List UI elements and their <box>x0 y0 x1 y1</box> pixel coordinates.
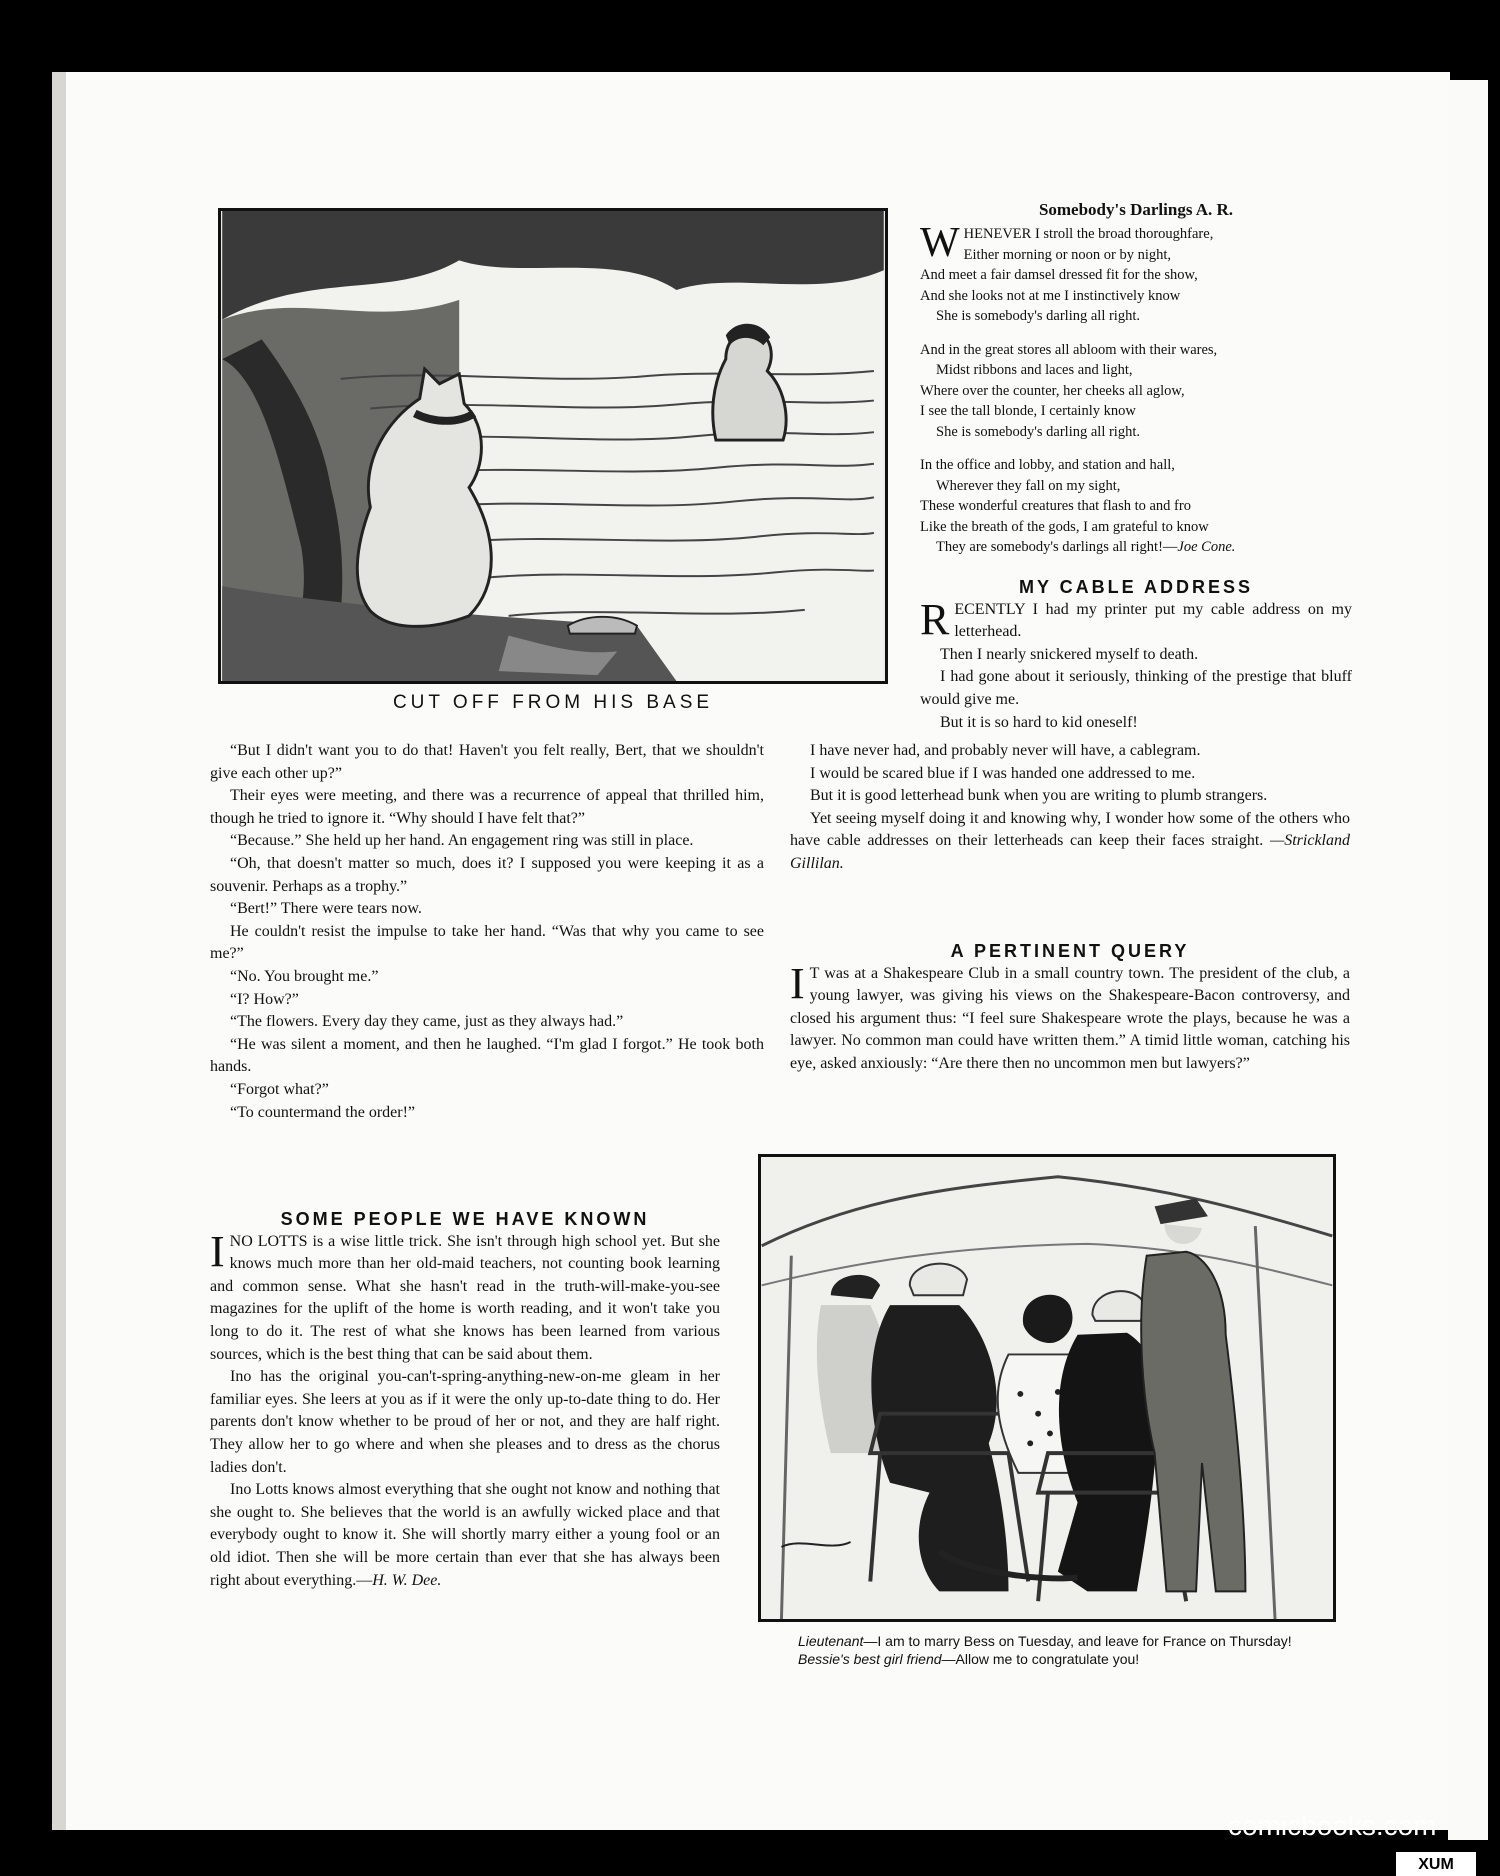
poem-title: Somebody's Darlings A. R. <box>1038 200 1234 219</box>
poem-line <box>920 537 1352 558</box>
poem-line: Midst ribbons and laces and light, <box>936 362 1133 378</box>
article-my-cable-address-continued <box>790 740 1350 876</box>
poem-stanza <box>920 340 1352 443</box>
paragraph: “Bert!” There were tears now. <box>230 900 422 918</box>
speaker-lieutenant: Lieutenant <box>798 1633 864 1649</box>
paragraph: I would be scared blue if I was handed one addressed to me. <box>810 764 1196 782</box>
paragraph: He couldn't resist the impulse to take her hand. “Was that why you came to see me?” <box>210 922 764 963</box>
article-my-cable-address <box>920 576 1352 734</box>
section-title: MY CABLE ADDRESS <box>1018 577 1254 597</box>
paragraph: “But I didn't want you to do that! Haven't you felt really, Bert, that we shouldn't give each other up?” <box>210 742 764 782</box>
poem-line: HENEVER I stroll the broad thoroughfare, <box>963 226 1214 242</box>
paragraph: INO LOTTS is a wise little trick. She isn't through high school yet. But she knows much more than her old-maid teachers, not counting book learning and common sense. What she hasn't read in the truth-will-make-you-see magazines for the uplift of the home is worth reading, and it won't take you long to do it. The rest of what she knows has been learned from various sources, which is the best thing that can be said about them. <box>210 1226 720 1363</box>
author-credit: —Strickland Gillilan. <box>790 832 1350 872</box>
paragraph: “No. You brought me.” <box>230 967 379 985</box>
paragraph: Yet seeing myself doing it and knowing why, I wonder how some of the others who have cable addresses on their letterheads can keep their faces straight. —Strickland Gillilan. <box>790 809 1350 872</box>
poem-line: And she looks not at me I instinctively know <box>920 287 1181 304</box>
poem-line: I see the tall blonde, I certainly know <box>920 403 1136 419</box>
poem-line: And meet a fair damsel dressed fit for the show, <box>920 267 1198 283</box>
caption-line-1: Lieutenant—I am to marry Bess on Tuesday, and leave for France on Thursday! <box>798 1633 1292 1649</box>
poem-line: These wonderful creatures that flash to and fro <box>920 498 1191 514</box>
paragraph: “I? How?” <box>230 990 299 1008</box>
poem-line: She is somebody's darling all right. <box>936 308 1140 324</box>
poem-credit: Joe Cone. <box>1177 539 1236 555</box>
drop-cap: W <box>920 220 960 266</box>
poem-line-text: They are somebody's darlings all right!— <box>936 539 1178 555</box>
poem-stanza <box>920 455 1352 558</box>
paragraph: “Oh, that doesn't matter so much, does it? I supposed you were keeping it as a souvenir. Perhaps as a trophy.” <box>210 854 764 895</box>
corner-tag: XUM <box>1396 1852 1476 1876</box>
poem-line: Like the breath of the gods, I am grateful to know <box>920 518 1209 535</box>
caption-line-2: Bessie's best girl friend—Allow me to congratulate you! <box>798 1651 1140 1667</box>
paragraph: I T was at a Shakespeare Club in a small country town. The president of the club, a young lawyer, was giving his views on the Shakespeare-Bacon controversy, and closed his argument thus: “I feel sure Shakespeare wrote the plays, because he was a lawyer. No common man could have written them.” A timid little woman, catching his eye, asked anxiously: “Are there then no uncommon men but lawyers?” <box>790 958 1350 1072</box>
poem-line: Where over the counter, her cheeks all aglow, <box>920 382 1185 399</box>
section-title: A PERTINENT QUERY <box>950 941 1190 961</box>
tent-drawing <box>761 1157 1333 1619</box>
poem-somebodys-darlings <box>920 200 1352 571</box>
paragraph: “The flowers. Every day they came, just as they always had.” <box>230 1013 624 1031</box>
cartoon-caption-dialogue <box>778 1632 1338 1668</box>
paragraph: “He was silent a moment, and then he laughed. “I'm glad I forgot.” He took both hands. <box>210 1035 764 1076</box>
author-credit: H. W. Dee. <box>372 1571 442 1589</box>
section-title: SOME PEOPLE WE HAVE KNOWN <box>280 1209 650 1229</box>
paragraph: Their eyes were meeting, and there was a recurrence of appeal that thrilled him, though he tried to ignore it. “Why should I have felt that?” <box>210 787 764 827</box>
paragraph: Ino has the original you-can't-spring-anything-new-on-me gleam in her familiar eyes. She leers at you as if it were the only up-to-date thing to do. Her parents don't know whether to be proud of her or not, and they are half right. They allow her to go where and when she pleases and to dress as the chorus ladies don't. <box>210 1368 720 1476</box>
poem-line: Either morning or noon or by night, <box>963 246 1172 263</box>
facing-page-edge <box>1448 80 1488 1840</box>
paragraph: “Because.” She held up her hand. An engagement ring was still in place. <box>230 832 694 850</box>
drop-cap: I <box>210 1226 225 1276</box>
paragraph: “Forgot what?” <box>230 1080 329 1098</box>
paragraph: Ino Lotts knows almost everything that she ought not know and nothing that she ought to. She believes that the world is an awfully wicked place and that everybody ought to know it. She will shortly marry either a young fool or an old idiot. Then she will be more certain than ever that she has always been right about everything.—H. W. Dee. <box>210 1481 720 1589</box>
cartoon-lieutenant-tent <box>758 1154 1336 1622</box>
drop-cap: R <box>920 594 950 644</box>
poem-line: She is somebody's darling all right. <box>936 423 1140 440</box>
paragraph: RECENTLY I had my printer put my cable address on my letterhead. <box>920 594 1352 644</box>
cartoon-caption: CUT OFF FROM HIS BASE <box>392 692 714 713</box>
article-some-people-we-have-known <box>210 1208 720 1592</box>
paragraph: But it is so hard to kid oneself! <box>940 713 1138 731</box>
poem-line: Wherever they fall on my sight, <box>936 477 1121 494</box>
article-a-pertinent-query <box>790 940 1350 1076</box>
site-watermark: comicbooks.com <box>1228 1810 1437 1841</box>
poem-stanza <box>920 220 1352 327</box>
swimmer-drawing <box>221 211 885 681</box>
drop-cap: I <box>790 958 805 1008</box>
speaker-friend: Bessie's best girl friend <box>798 1651 942 1667</box>
paragraph: I have never had, and probably never will have, a cablegram. <box>810 742 1201 759</box>
poem-line: And in the great stores all abloom with their wares, <box>920 341 1218 358</box>
story-continuation <box>210 740 764 1124</box>
paragraph: Then I nearly snickered myself to death. <box>940 645 1199 663</box>
poem-line: In the office and lobby, and station and hall, <box>920 457 1175 473</box>
paragraph: But it is good letterhead bunk when you are writing to plumb strangers. <box>810 787 1268 805</box>
paragraph: “To countermand the order!” <box>230 1103 416 1121</box>
paragraph: I had gone about it seriously, thinking of the prestige that bluff would give me. <box>920 668 1352 708</box>
cartoon-dog-and-swimmer <box>218 208 888 684</box>
